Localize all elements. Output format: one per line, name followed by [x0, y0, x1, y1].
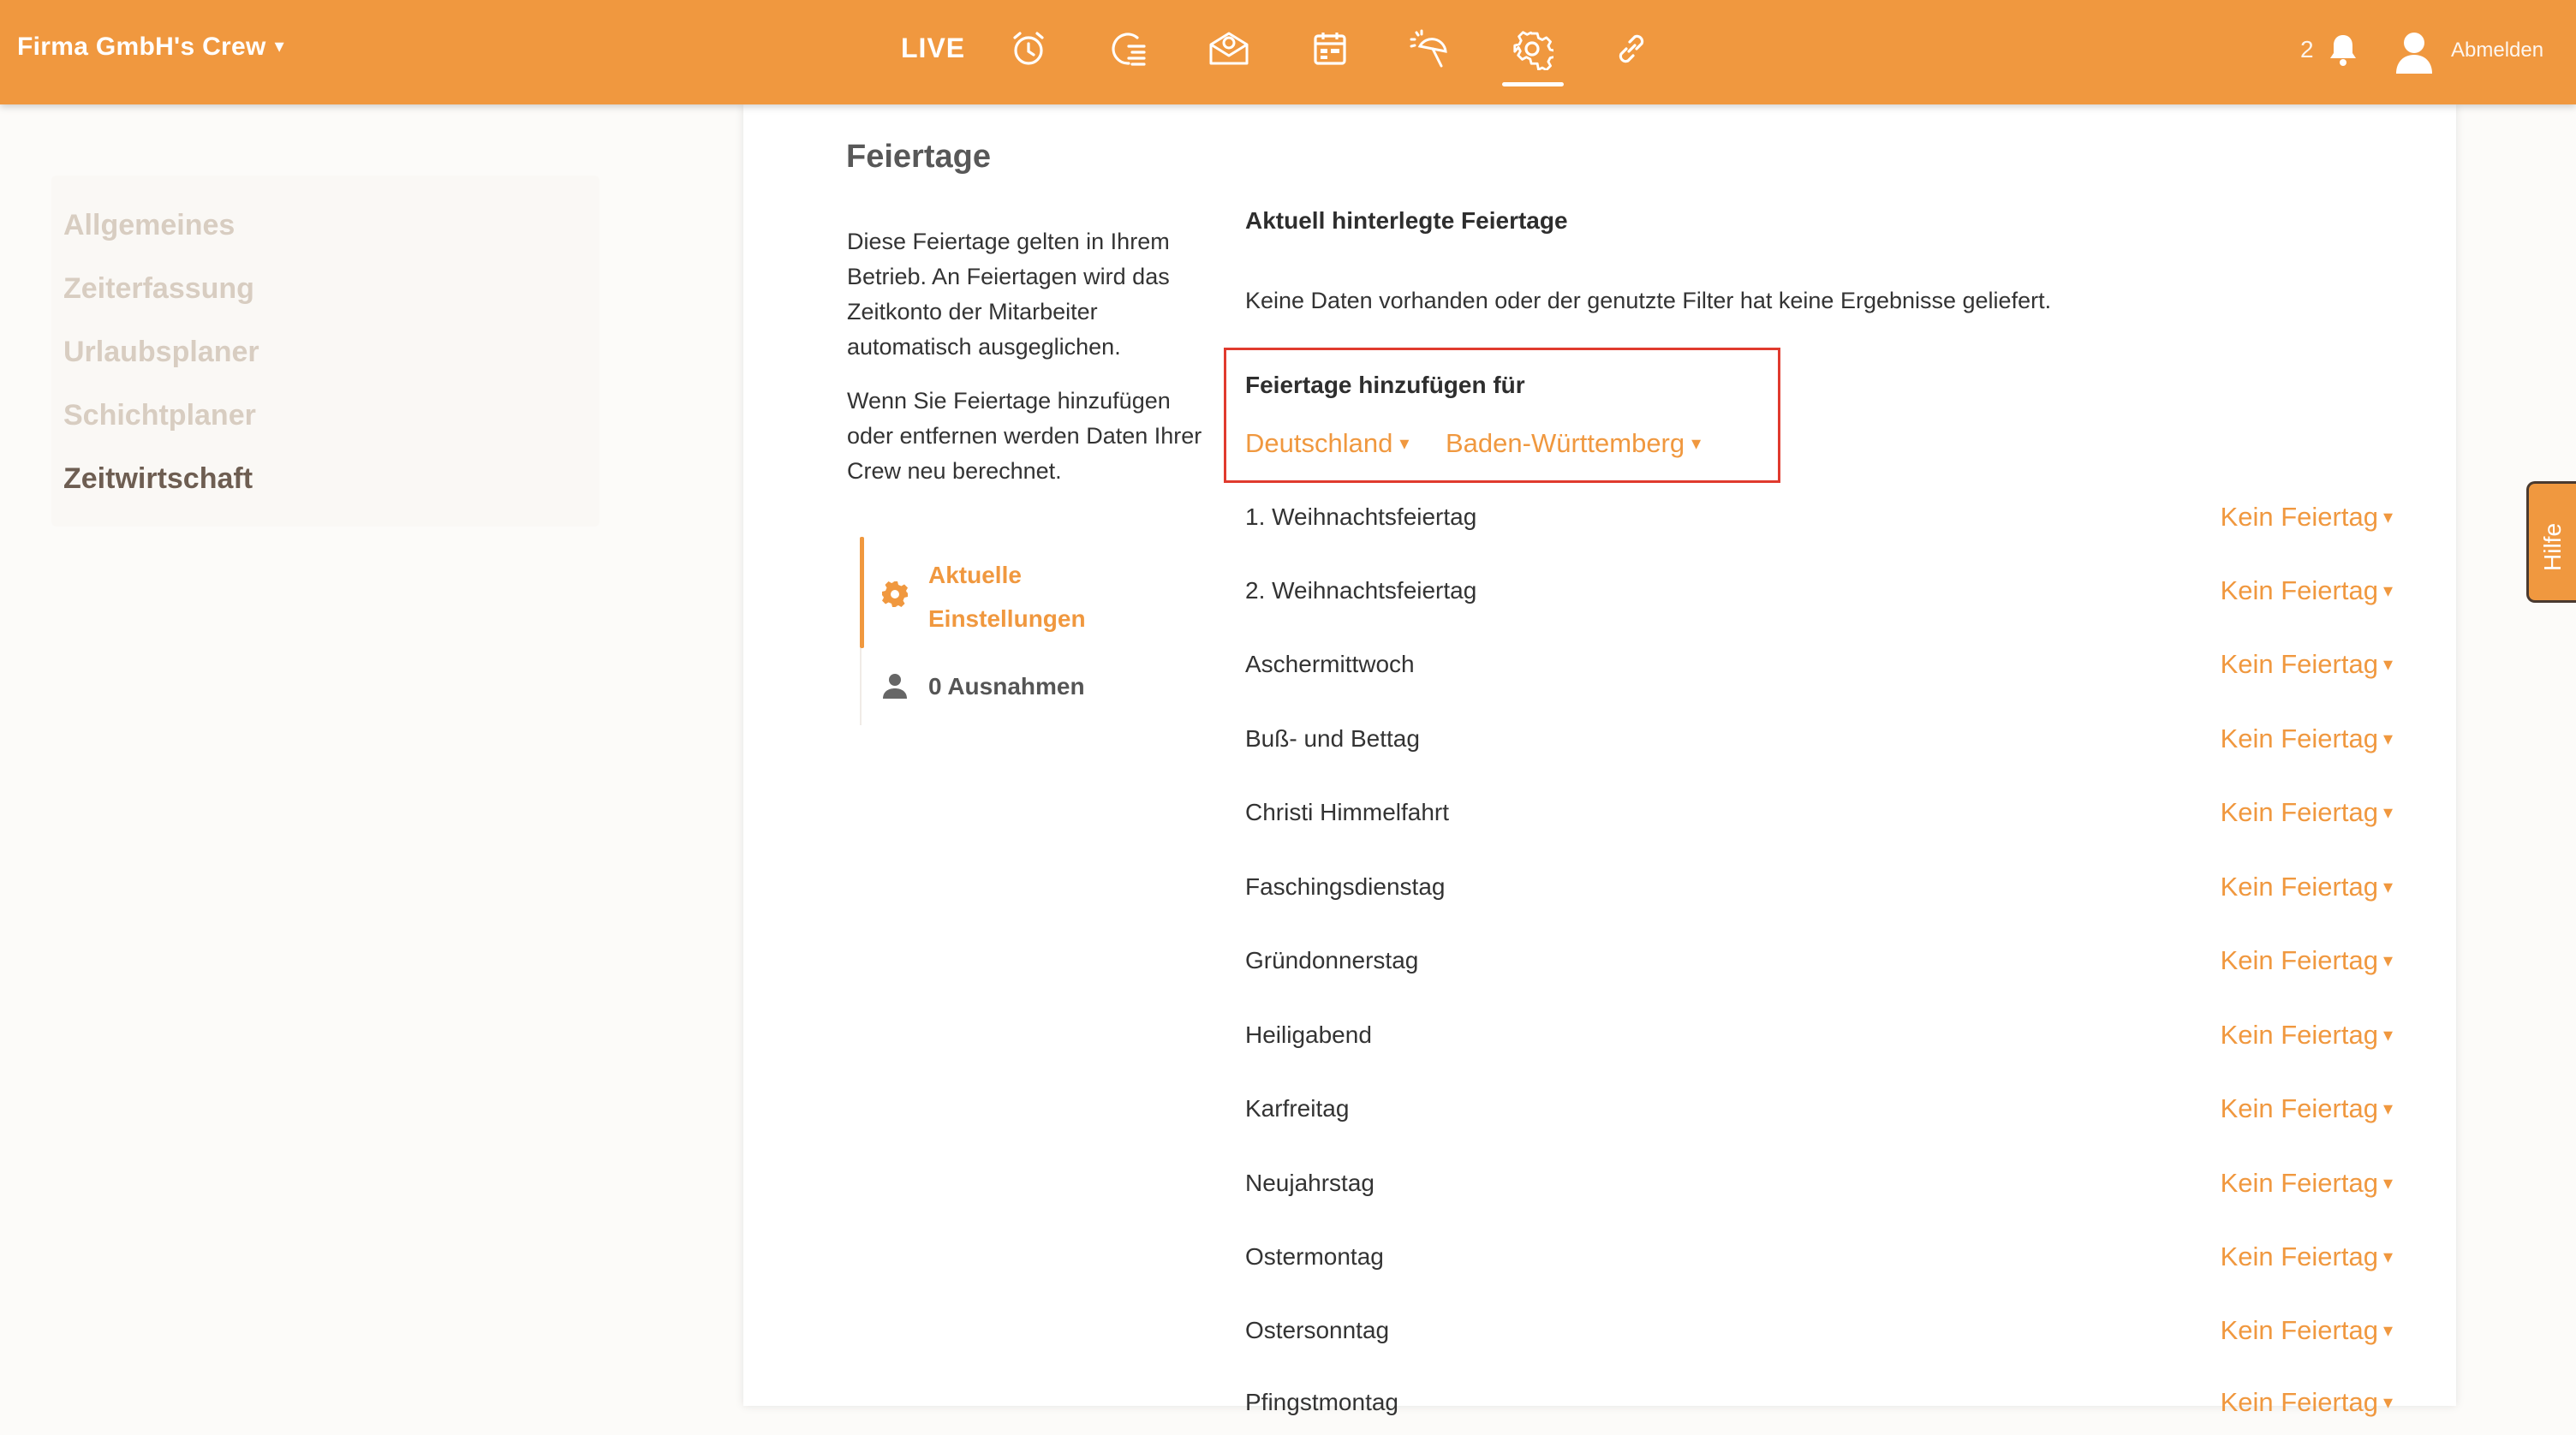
description-text: Diese Feiertage gelten in Ihrem Betrieb. An Feiertagen wird das Zeitkonto der Mitarbeiter automatisch ausgeglichen. [847, 229, 1170, 360]
holiday-status-select[interactable] [2221, 498, 2393, 536]
holiday-row [1245, 942, 2393, 993]
avatar[interactable] [2394, 29, 2434, 74]
chevron-down-icon[interactable]: ▾ [2382, 1319, 2393, 1341]
holiday-row [1245, 1384, 2393, 1435]
holiday-row [1245, 794, 2393, 845]
chevron-down-icon[interactable]: ▾ [2382, 728, 2393, 749]
holiday-status-select[interactable] [2221, 1016, 2393, 1054]
holiday-name: Karfreitag [1245, 1095, 1350, 1122]
holiday-row [1245, 720, 2393, 771]
crew-switcher[interactable] [17, 33, 284, 62]
add-holidays-label: Feiertage hinzufügen für [1245, 372, 1525, 398]
holiday-row [1245, 868, 2393, 920]
calendar-icon[interactable] [1309, 27, 1351, 70]
alarm-clock-icon[interactable] [1007, 27, 1050, 70]
holiday-row [1245, 498, 2393, 550]
holiday-name: Faschingsdienstag [1245, 873, 1446, 900]
notification-count[interactable]: 2 [2300, 36, 2314, 63]
subnav-current-settings-line1[interactable]: Aktuelle [928, 562, 1022, 588]
chevron-down-icon[interactable]: ▾ [2382, 950, 2393, 971]
empty-state-message: Keine Daten vorhanden oder der genutzte Filter hat keine Ergebnisse geliefert. [1245, 288, 2052, 313]
holiday-row [1245, 1016, 2393, 1068]
holiday-status-value[interactable]: Kein Feiertag [2220, 797, 2378, 827]
holiday-status-select[interactable] [2221, 1090, 2393, 1128]
holiday-status-value[interactable]: Kein Feiertag [2220, 1315, 2378, 1345]
recalculation-note: Wenn Sie Feiertage hinzufügen oder entfernen werden Daten Ihrer Crew neu berechnet. [847, 388, 1202, 484]
page-title: Feiertage [846, 139, 991, 175]
holidays-card [743, 104, 2456, 1417]
chevron-down-icon[interactable]: ▾ [1399, 432, 1410, 454]
holiday-status-select[interactable] [2221, 1312, 2393, 1349]
holiday-status-select[interactable] [2221, 1164, 2393, 1202]
chevron-down-icon[interactable]: ▾ [1691, 432, 1702, 454]
bell-icon[interactable] [2328, 33, 2358, 67]
holiday-status-select[interactable] [2221, 646, 2393, 683]
subnav-divider [860, 648, 862, 725]
holiday-name: Gründonnerstag [1245, 947, 1419, 974]
holiday-status-value[interactable]: Kein Feiertag [2220, 1020, 2378, 1050]
holiday-status-select[interactable] [2221, 572, 2393, 610]
top-bar [0, 0, 2576, 104]
link-icon[interactable] [1610, 27, 1653, 70]
holiday-name: Pfingstmontag [1245, 1389, 1398, 1415]
subnav-current-settings[interactable] [928, 553, 1086, 640]
sidebar-item-zeiterfassung[interactable]: Zeiterfassung [63, 272, 254, 305]
holiday-row [1245, 572, 2393, 623]
settings-gear-icon[interactable] [1511, 27, 1553, 70]
chevron-down-icon[interactable]: ▾ [2382, 1391, 2393, 1413]
state-select[interactable] [1446, 428, 1701, 459]
chevron-down-icon[interactable]: ▾ [2382, 1098, 2393, 1119]
vacation-umbrella-icon[interactable] [1408, 27, 1451, 70]
country-select-value[interactable]: Deutschland [1245, 428, 1393, 458]
person-icon [880, 671, 909, 700]
sidebar-item-schichtplaner[interactable]: Schichtplaner [63, 399, 256, 432]
state-select-value[interactable]: Baden-Württemberg [1446, 428, 1685, 458]
holiday-row [1245, 1164, 2393, 1216]
timeline-icon[interactable] [1106, 27, 1149, 70]
chevron-down-icon[interactable]: ▾ [2382, 653, 2393, 675]
chevron-down-icon[interactable]: ▾ [2382, 801, 2393, 823]
holiday-status-value[interactable]: Kein Feiertag [2220, 649, 2378, 679]
holiday-row [1245, 646, 2393, 697]
holiday-name: Neujahrstag [1245, 1170, 1374, 1196]
holiday-name: 2. Weihnachtsfeiertag [1245, 577, 1477, 604]
chevron-down-icon[interactable]: ▾ [2382, 506, 2393, 527]
sidebar-item-allgemeines[interactable]: Allgemeines [63, 209, 236, 241]
chevron-down-icon[interactable]: ▾ [2382, 1024, 2393, 1045]
subnav-current-settings-line2[interactable]: Einstellungen [928, 605, 1086, 632]
highlight-box [1224, 348, 1780, 483]
holiday-name: Buß- und Bettag [1245, 725, 1420, 752]
current-holidays-heading: Aktuell hinterlegte Feiertage [1245, 207, 1568, 234]
nav-live[interactable]: LIVE [901, 33, 966, 63]
logout-link[interactable]: Abmelden [2451, 39, 2544, 62]
holiday-status-value[interactable]: Kein Feiertag [2220, 1241, 2378, 1271]
holiday-row [1245, 1238, 2393, 1289]
holiday-status-select[interactable] [2221, 720, 2393, 758]
chevron-down-icon[interactable]: ▾ [2382, 1172, 2393, 1194]
crew-label[interactable]: Firma GmbH's Crew [17, 33, 266, 61]
holiday-status-value[interactable]: Kein Feiertag [2220, 723, 2378, 753]
subnav-active-indicator [860, 537, 864, 648]
holiday-status-value[interactable]: Kein Feiertag [2220, 945, 2378, 975]
holiday-status-value[interactable]: Kein Feiertag [2220, 1168, 2378, 1198]
payroll-envelope-icon[interactable] [1208, 27, 1250, 70]
country-select[interactable] [1245, 428, 1409, 459]
chevron-down-icon[interactable]: ▾ [2382, 1246, 2393, 1267]
holiday-status-value[interactable]: Kein Feiertag [2220, 575, 2378, 605]
holiday-status-select[interactable] [2221, 868, 2393, 906]
holiday-status-select[interactable] [2221, 1384, 2393, 1421]
chevron-down-icon[interactable]: ▾ [2382, 580, 2393, 601]
holiday-name: Aschermittwoch [1245, 651, 1415, 677]
holiday-status-value[interactable]: Kein Feiertag [2220, 1387, 2378, 1417]
holiday-name: Christi Himmelfahrt [1245, 799, 1450, 825]
holiday-row [1245, 1090, 2393, 1141]
holiday-row [1245, 1312, 2393, 1363]
sidebar-item-zeitwirtschaft[interactable]: Zeitwirtschaft [63, 462, 253, 495]
holiday-status-select[interactable] [2221, 794, 2393, 831]
holiday-name: Heiligabend [1245, 1021, 1372, 1048]
holiday-status-value[interactable]: Kein Feiertag [2220, 1093, 2378, 1123]
chevron-down-icon[interactable]: ▾ [274, 35, 284, 57]
holiday-name: Ostersonntag [1245, 1317, 1390, 1343]
holiday-status-value[interactable]: Kein Feiertag [2220, 872, 2378, 902]
help-tab[interactable] [2526, 481, 2576, 603]
gear-icon [880, 580, 909, 609]
holiday-status-select[interactable] [2221, 1238, 2393, 1276]
holiday-status-value[interactable]: Kein Feiertag [2220, 502, 2378, 532]
holiday-name: 1. Weihnachtsfeiertag [1245, 503, 1477, 530]
holiday-name: Ostermontag [1245, 1243, 1384, 1270]
active-nav-indicator [1502, 82, 1564, 86]
holiday-status-select[interactable] [2221, 942, 2393, 979]
sidebar-item-urlaubsplaner[interactable]: Urlaubsplaner [63, 336, 259, 368]
help-tab-label[interactable]: Hilfe [2539, 522, 2566, 571]
chevron-down-icon[interactable]: ▾ [2382, 876, 2393, 897]
subnav-exceptions[interactable]: 0 Ausnahmen [928, 673, 1085, 700]
